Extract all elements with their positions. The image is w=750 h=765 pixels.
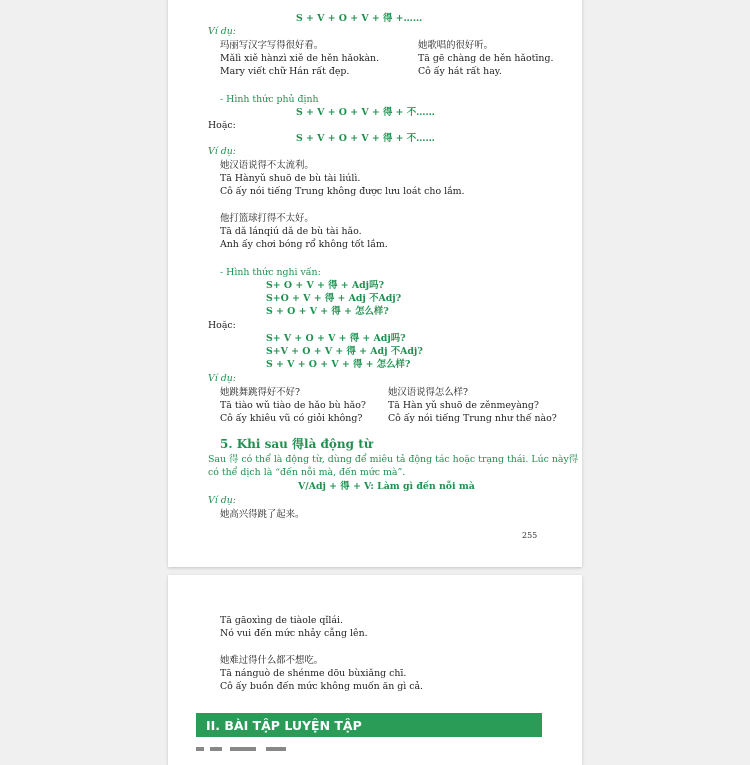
example-chinese: 她汉语说得怎么样?: [388, 387, 469, 398]
example-pinyin: Mǎlì xiě hànzì xiě de hěn hǎokàn.: [220, 53, 380, 64]
example-vietnamese: Anh ấy chơi bóng rổ không tốt lắm.: [220, 239, 388, 250]
question-formula: S+V + O + V + 得 + Adj 不Adj?: [266, 346, 423, 357]
section-5-description: Sau 得 có thể là động từ, dùng để miêu tả động tác hoặc trạng thái. Lúc này得: [208, 454, 579, 465]
example-label: Ví dụ:: [208, 26, 236, 37]
section-bar-title: II. BÀI TẬP LUYỆN TẬP: [206, 718, 362, 733]
example-vietnamese: Nó vui đến mức nhảy cẫng lên.: [220, 628, 368, 639]
negative-formula: S + V + O + V + 得 + 不……: [296, 107, 435, 118]
question-formula: S+ V + O + V + 得 + Adj吗?: [266, 333, 406, 344]
example-label: Ví dụ:: [208, 373, 236, 384]
question-formula: S+ O + V + 得 + Adj吗?: [266, 280, 384, 291]
or-label: Hoặc:: [208, 120, 236, 131]
example-chinese: 她汉语说得不太流利。: [220, 160, 314, 171]
textbook-page-256: [168, 575, 582, 765]
example-vietnamese: Cô ấy nói tiếng Trung như thế nào?: [388, 413, 557, 424]
negative-form-heading: - Hình thức phủ định: [220, 94, 319, 105]
cut-off-text-line: [196, 747, 336, 751]
example-pinyin: Tā dǎ lánqiú dǎ de bù tài hǎo.: [220, 226, 362, 237]
section-5-formula: V/Adj + 得 + V: Làm gì đến nỗi mà: [298, 481, 475, 492]
example-pinyin: Tā gāoxìng de tiàole qǐlái.: [220, 615, 343, 626]
example-vietnamese: Cô ấy nói tiếng Trung không được lưu loát cho lắm.: [220, 186, 465, 197]
example-chinese: 玛丽写汉字写得很好看。: [220, 40, 324, 51]
example-chinese: 她难过得什么都不想吃。: [220, 655, 324, 666]
example-label: Ví dụ:: [208, 495, 236, 506]
example-chinese: 她高兴得跳了起来。: [220, 509, 305, 520]
formula-affirmative: S + V + O + V + 得 +……: [296, 13, 423, 24]
example-vietnamese: Mary viết chữ Hán rất đẹp.: [220, 66, 350, 77]
question-formula: S + V + O + V + 得 + 怎么样?: [266, 359, 411, 370]
example-label: Ví dụ:: [208, 146, 236, 157]
example-vietnamese: Cô ấy khiêu vũ có giỏi không?: [220, 413, 363, 424]
or-label: Hoặc:: [208, 320, 236, 331]
example-pinyin: Tā tiào wǔ tiào de hǎo bù hǎo?: [220, 400, 366, 411]
example-pinyin: Tā Hànyǔ shuō de bù tài liúlì.: [220, 173, 361, 184]
section-5-heading: 5. Khi sau 得là động từ: [220, 437, 373, 451]
example-chinese: 她跳舞跳得好不好?: [220, 387, 301, 398]
negative-formula: S + V + O + V + 得 + 不……: [296, 133, 435, 144]
example-pinyin: Tā gē chàng de hěn hǎotīng.: [418, 53, 554, 64]
question-formula: S + O + V + 得 + 怎么样?: [266, 306, 389, 317]
example-chinese: 她歌唱的很好听。: [418, 40, 494, 51]
example-pinyin: Tā Hàn yǔ shuō de zěnmeyàng?: [388, 400, 539, 411]
section-bar: [196, 713, 542, 737]
example-vietnamese: Cô ấy buồn đến mức không muốn ăn gì cả.: [220, 681, 424, 692]
example-pinyin: Tā nánguò de shénme dōu bùxiǎng chī.: [220, 668, 407, 679]
question-formula: S+O + V + 得 + Adj 不Adj?: [266, 293, 402, 304]
example-vietnamese: Cô ấy hát rất hay.: [418, 66, 502, 77]
page-number: 255: [522, 531, 538, 540]
question-form-heading: - Hình thức nghi vấn:: [220, 267, 321, 278]
section-5-description: có thể dịch là “đến nỗi mà, đến mức mà”.: [208, 467, 406, 478]
textbook-page-255: [168, 0, 582, 567]
example-chinese: 他打篮球打得不太好。: [220, 213, 314, 224]
